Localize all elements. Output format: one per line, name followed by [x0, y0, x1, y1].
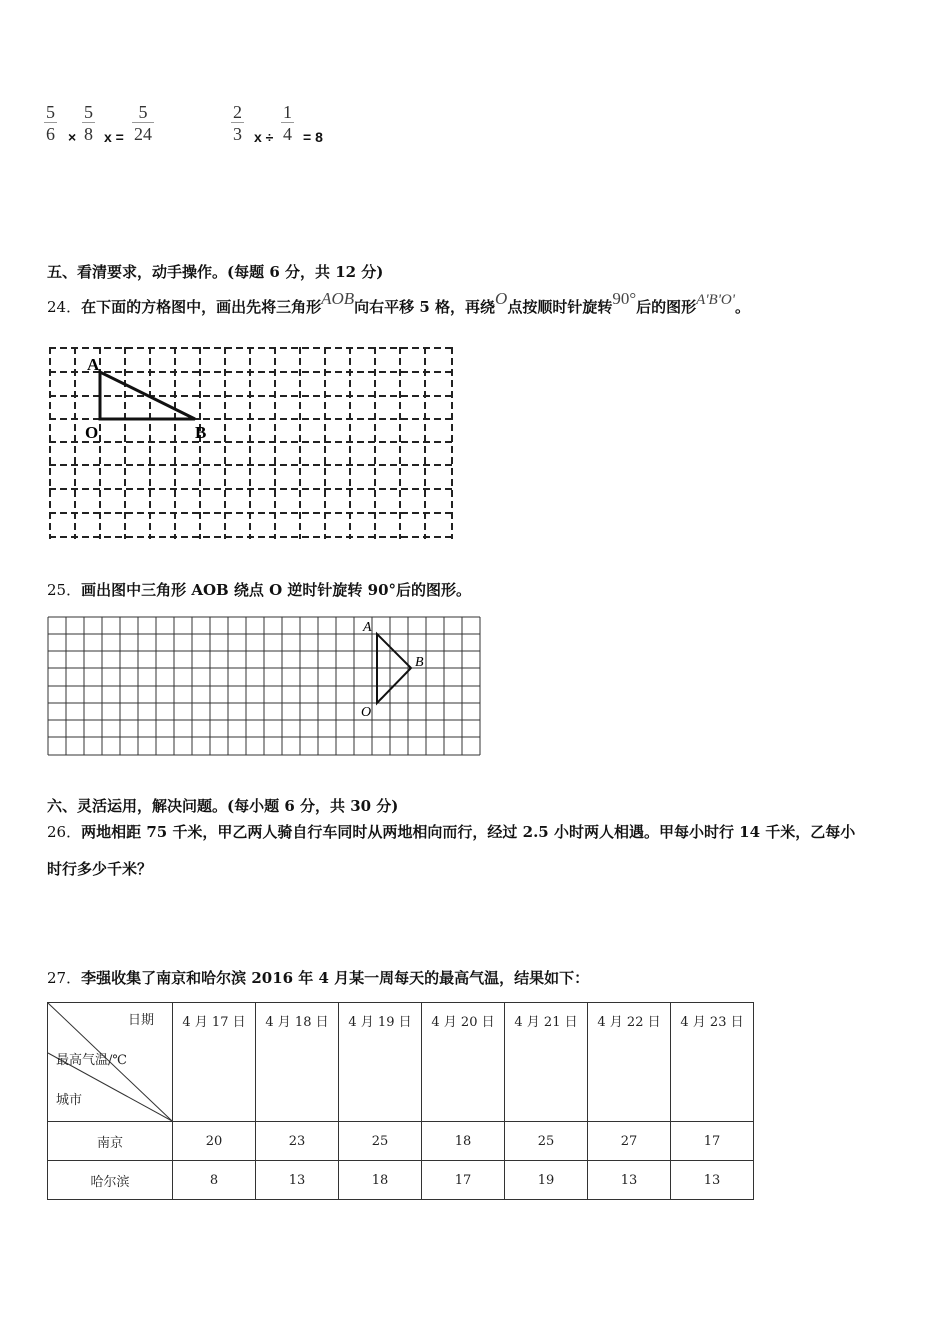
- question-number: 27．: [47, 969, 82, 987]
- date-header: 4 月 21 日: [505, 1003, 588, 1122]
- table-row: [48, 1161, 754, 1200]
- fraction-5-8: [82, 102, 95, 145]
- corner-city-label: 城市: [56, 1093, 83, 1108]
- temp-cell: 17: [422, 1161, 505, 1200]
- denominator: 4: [283, 124, 292, 144]
- temp-cell: 18: [339, 1161, 422, 1200]
- question-24: [47, 289, 750, 317]
- label-b: B: [415, 655, 424, 670]
- q25-grid: [47, 616, 482, 758]
- q26-text-line1: 两地相距 75 千米，甲乙两人骑自行车同时从两地相向而行，经过 2.5 小时两人相遇。甲每小时行 14 千米，乙每小: [81, 823, 856, 841]
- city-cell: 南京: [48, 1122, 173, 1161]
- label-a: A: [87, 355, 100, 374]
- times-sign: ×: [68, 129, 77, 145]
- temp-cell: 23: [256, 1122, 339, 1161]
- math-a-b-o-prime: A'B'O': [696, 292, 735, 308]
- date-header: 4 月 20 日: [422, 1003, 505, 1122]
- q27-text: 李强收集了南京和哈尔滨 2016 年 4 月某一周每天的最高气温，结果如下：: [81, 969, 590, 987]
- temp-cell: 19: [505, 1161, 588, 1200]
- question-number: 26．: [47, 823, 82, 841]
- question-number: 24．: [47, 298, 82, 316]
- q24-text-a: 在下面的方格图中，画出先将三角形: [81, 298, 322, 316]
- temp-cell: 13: [588, 1161, 671, 1200]
- label-b: B: [195, 423, 207, 442]
- equals-8: = 8: [303, 129, 323, 145]
- fraction-5-6: [44, 102, 57, 145]
- label-o: O: [361, 705, 372, 720]
- date-header: 4 月 23 日: [671, 1003, 754, 1122]
- temp-cell: 25: [339, 1122, 422, 1161]
- fraction-2-3: [231, 102, 244, 145]
- question-25: [47, 579, 471, 600]
- temp-cell: 27: [588, 1122, 671, 1161]
- date-header: 4 月 18 日: [256, 1003, 339, 1122]
- corner-cell: [48, 1003, 173, 1122]
- table-row: [48, 1122, 754, 1161]
- temp-cell: 8: [173, 1161, 256, 1200]
- section6-heading: 六、灵活运用，解决问题。(每小题 6 分，共 30 分): [47, 797, 399, 815]
- temp-cell: 13: [256, 1161, 339, 1200]
- corner-temp-label: 最高气温/℃: [56, 1053, 127, 1068]
- denominator: 3: [233, 124, 242, 144]
- temp-cell: 20: [173, 1122, 256, 1161]
- numerator: 5: [132, 102, 154, 123]
- date-header: 4 月 19 日: [339, 1003, 422, 1122]
- section5-heading: 五、看清要求，动手操作。(每题 6 分，共 12 分): [47, 263, 384, 281]
- temp-cell: 25: [505, 1122, 588, 1161]
- x-divide: x ÷: [254, 129, 274, 145]
- q24-dashed-grid: [47, 345, 457, 541]
- denominator: 6: [46, 124, 55, 144]
- city-cell: 哈尔滨: [48, 1161, 173, 1200]
- denominator: 24: [134, 124, 152, 144]
- temp-cell: 17: [671, 1122, 754, 1161]
- temp-cell: 18: [422, 1122, 505, 1161]
- numerator: 1: [283, 102, 292, 122]
- math-aob: AOB: [321, 289, 355, 308]
- q24-text-d: 后的图形: [636, 298, 697, 316]
- question-26-line1: [47, 821, 855, 842]
- q25-text: 画出图中三角形 AOB 绕点 O 逆时针旋转 90°后的图形。: [81, 581, 472, 599]
- triangle-aob: [100, 372, 195, 419]
- question-number: 25．: [47, 581, 82, 599]
- question-27: [47, 967, 589, 988]
- label-a: A: [363, 620, 372, 635]
- x-equals: x =: [104, 129, 124, 145]
- numerator: 5: [46, 102, 55, 122]
- fraction-1-4: [281, 102, 294, 145]
- denominator: 8: [84, 124, 93, 144]
- numerator: 2: [233, 102, 242, 122]
- label-o: O: [85, 423, 99, 442]
- temperature-table: [47, 1002, 754, 1200]
- date-header: 4 月 17 日: [173, 1003, 256, 1122]
- table-header-row: [48, 1003, 754, 1122]
- corner-date-label: 日期: [128, 1013, 155, 1028]
- math-90deg: 90°: [612, 289, 637, 308]
- numerator: 5: [84, 102, 93, 122]
- fraction-5-24: [132, 102, 154, 145]
- q24-text-e: 。: [734, 298, 750, 316]
- temp-cell: 13: [671, 1161, 754, 1200]
- question-26-line2: 时行多少千米？: [47, 860, 153, 878]
- date-header: 4 月 22 日: [588, 1003, 671, 1122]
- math-o: O: [495, 289, 508, 308]
- q24-text-b: 向右平移 5 格，再绕: [354, 298, 496, 316]
- q24-text-c: 点按顺时针旋转: [507, 298, 613, 316]
